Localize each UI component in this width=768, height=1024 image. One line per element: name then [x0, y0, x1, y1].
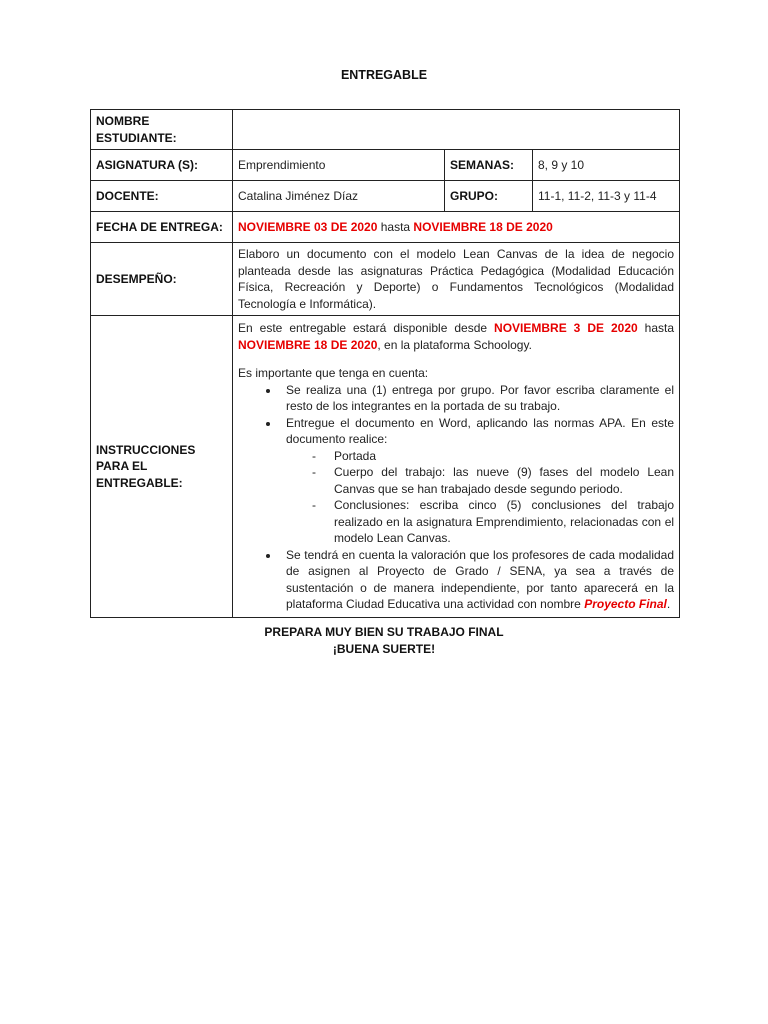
bullet-end: . [666, 597, 671, 611]
sub-list [286, 448, 674, 547]
bullet-text: Se tendrá en cuenta la valoración que los profesores de cada modalidad de asignen al Proyecto de Grado / SENA, ya sea a través de sustentación o de manera independiente, por tanto aparecerá en la plataforma Ciudad Educativa una actividad con nombre [286, 547, 675, 611]
nombre-value [233, 110, 680, 150]
row-fecha [91, 212, 680, 243]
row-desempeno [91, 243, 680, 316]
closing-line-1: PREPARA MUY BIEN SU TRABAJO FINAL [264, 625, 504, 639]
bullet-text: Se realiza una (1) entrega por grupo. Por favor escriba claramente el resto de los integrantes en la portada de su trabajo. [286, 382, 675, 413]
row-docente [91, 181, 680, 212]
list-item [280, 382, 674, 415]
proyecto-final-highlight: Proyecto Final [584, 597, 667, 611]
deliverable-table [90, 109, 680, 618]
grupo-label: GRUPO: [445, 181, 533, 212]
row-asignatura [91, 150, 680, 181]
sub-list-item: - Conclusiones: escriba cinco (5) conclusiones del trabajo realizado en la asignatura Emprendimiento, relacionadas con el modelo Lean Canvas. [310, 497, 674, 547]
intro-text-c: , en la plataforma Schoology. [377, 337, 532, 352]
closing-message [0, 624, 768, 658]
fecha-end: NOVIEMBRE 18 DE 2020 [413, 219, 553, 234]
bullet-text: Entregue el documento en Word, aplicando las normas APA. En este documento realice: [286, 415, 675, 446]
instrucciones-content [233, 316, 680, 618]
sub-list-item: - Cuerpo del trabajo: las nueve (9) fases del modelo Lean Canvas que se han trabajado desde segundo periodo. [310, 464, 674, 497]
fecha-connector: hasta [377, 219, 414, 234]
fecha-label: FECHA DE ENTREGA: [91, 212, 233, 243]
sub-list-item: - Portada [310, 448, 674, 465]
closing-line-2: ¡BUENA SUERTE! [332, 642, 436, 656]
docente-label: DOCENTE: [91, 181, 233, 212]
desempeno-label: DESEMPEÑO: [91, 243, 233, 316]
intro-date-start: NOVIEMBRE 3 DE 2020 [494, 321, 638, 335]
document-title: ENTREGABLE [340, 68, 428, 82]
asignatura-label: ASIGNATURA (S): [91, 150, 233, 181]
fecha-value [233, 212, 680, 243]
intro-date-end: NOVIEMBRE 18 DE 2020 [238, 337, 378, 352]
important-note: Es importante que tenga en cuenta: [238, 366, 429, 380]
intro-text-b: hasta [637, 321, 675, 335]
list-item [280, 415, 674, 547]
docente-value: Catalina Jiménez Díaz [233, 181, 445, 212]
intro-text-a: En este entregable estará disponible desde [238, 321, 495, 335]
semanas-label: SEMANAS: [445, 150, 533, 181]
grupo-value: 11-1, 11-2, 11-3 y 11-4 [533, 181, 680, 212]
semanas-value: 8, 9 y 10 [533, 150, 680, 181]
instrucciones-label: INSTRUCCIONES PARA EL ENTREGABLE: [91, 316, 233, 618]
row-instrucciones [91, 316, 680, 618]
instructions-intro [238, 320, 674, 353]
nombre-label: NOMBRE ESTUDIANTE: [91, 110, 233, 150]
spacer [238, 353, 674, 365]
asignatura-value: Emprendimiento [233, 150, 445, 181]
fecha-start: NOVIEMBRE 03 DE 2020 [238, 219, 378, 234]
desempeno-text: Elaboro un documento con el modelo Lean Canvas de la idea de negocio planteada desde las asignaturas Práctica Pedagógica (Modalidad Educación Física, Recreación y Deporte) o Fundamentos Tecnológicos (Modalidad Tecnología e Informática). [233, 243, 680, 316]
row-nombre [91, 110, 680, 150]
list-item [280, 547, 674, 613]
instructions-list [238, 382, 674, 613]
